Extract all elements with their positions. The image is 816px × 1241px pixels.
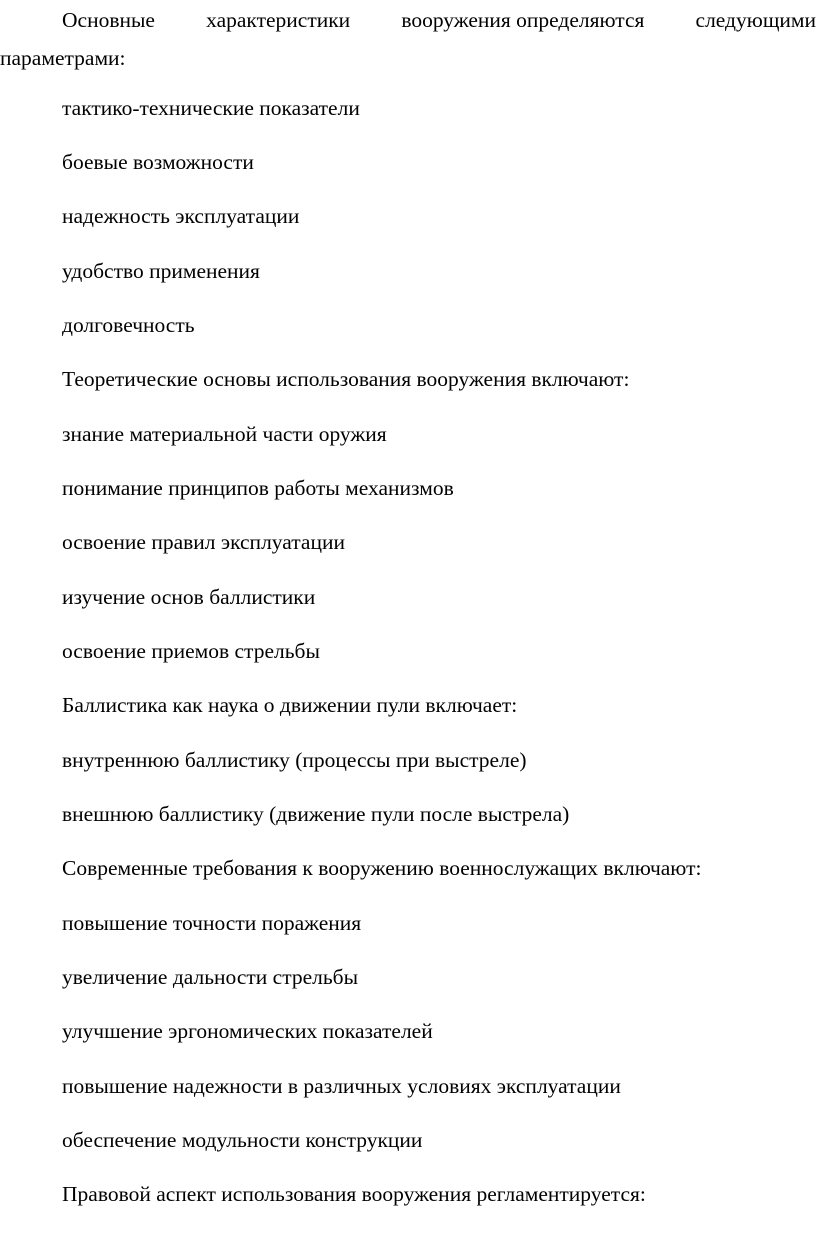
section-heading: Правовой аспект использования вооружения регламентируется:	[62, 1182, 646, 1206]
intro-line-2: параметрами:	[0, 46, 126, 70]
intro-word: характеристики	[206, 8, 351, 32]
section-heading: Теоретические основы использования вооружения включают:	[62, 367, 630, 391]
list-item: повышение надежности в различных условиях эксплуатации	[62, 1074, 621, 1098]
intro-word: Основные	[62, 8, 155, 32]
intro-line-1	[0, 0, 816, 40]
list-item: изучение основ баллистики	[62, 585, 316, 609]
list-item: понимание принципов работы механизмов	[62, 476, 454, 500]
list-item: долговечность	[62, 313, 195, 337]
list-item: повышение точности поражения	[62, 911, 362, 935]
list-item: внутреннюю баллистику (процессы при выстреле)	[62, 748, 527, 772]
list-item: тактико-технические показатели	[62, 96, 360, 120]
list-item: надежность эксплуатации	[62, 204, 300, 228]
list-item: освоение правил эксплуатации	[62, 530, 345, 554]
list-item: обеспечение модульности конструкции	[62, 1128, 423, 1152]
section-heading: Современные требования к вооружению военнослужащих включают:	[62, 856, 702, 880]
intro-word: вооружения определяются	[401, 8, 645, 32]
list-item: внешнюю баллистику (движение пули после выстрела)	[62, 802, 570, 826]
list-item: улучшение эргономических показателей	[62, 1019, 433, 1043]
list-item: боевые возможности	[62, 150, 254, 174]
list-item: увеличение дальности стрельбы	[62, 965, 359, 989]
intro-word: следующими	[695, 8, 816, 32]
list-item: освоение приемов стрельбы	[62, 639, 320, 663]
list-item: знание материальной части оружия	[62, 422, 387, 446]
section-heading: Баллистика как наука о движении пули включает:	[62, 693, 518, 717]
list-item: удобство применения	[62, 259, 260, 283]
